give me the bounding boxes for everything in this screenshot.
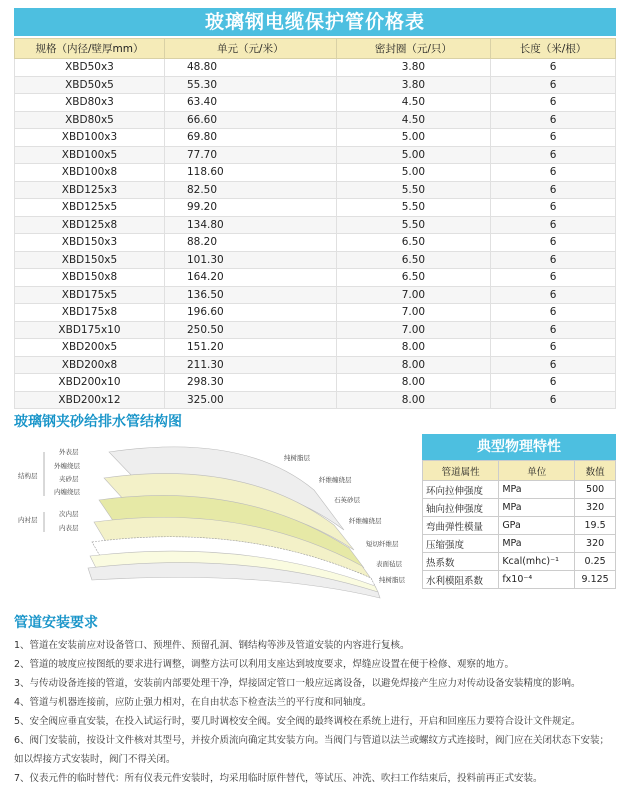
header-length: 长度（米/根） [491, 39, 616, 59]
list-item: 1、管道在安装前应对设备管口、预埋件、预留孔洞、钢结构等涉及管道安装的内容进行复核。 [14, 640, 410, 651]
page-title: 玻璃钢电缆保护管价格表 [14, 8, 616, 36]
table-row [15, 286, 616, 304]
cell-seal-price: 6.50 [336, 269, 490, 287]
prop-value: 500 [575, 481, 616, 499]
table-row [15, 76, 616, 94]
prop-header-unit: 单位 [499, 461, 575, 481]
label-inner-winding: 内缠绕层 [54, 488, 80, 496]
label-r-mat: 表面毡层 [376, 560, 402, 568]
structure-title: 玻璃钢夹砂给排水管结构图 [14, 414, 182, 430]
table-row [423, 481, 616, 499]
cell-length: 6 [491, 216, 616, 234]
cell-spec: XBD175x8 [15, 304, 165, 322]
cell-spec: XBD150x3 [15, 234, 165, 252]
prop-attr: 压缩强度 [423, 535, 499, 553]
cell-unit-price: 66.60 [164, 111, 336, 129]
list-item: 6、阀门安装前，按设计文件核对其型号，并按介质流向确定其安装方向。当阀门与管道以法兰或螺纹方式连接时，阀门应在关闭状态下安装；如以焊接方式安装时，阀门不得关闭。 [14, 735, 610, 765]
cell-spec: XBD175x5 [15, 286, 165, 304]
cell-seal-price: 8.00 [336, 391, 490, 409]
cell-length: 6 [491, 181, 616, 199]
table-row [15, 94, 616, 112]
cell-seal-price: 5.50 [336, 199, 490, 217]
table-row [15, 356, 616, 374]
table-row [15, 374, 616, 392]
table-row [15, 391, 616, 409]
prop-unit: MPa [499, 535, 575, 553]
cell-unit-price: 101.30 [164, 251, 336, 269]
label-r-pure-resin-1: 纯树脂层 [284, 454, 310, 462]
table-row [15, 181, 616, 199]
cell-length: 6 [491, 94, 616, 112]
label-r-pure-resin-2: 纯树脂层 [379, 576, 405, 584]
table-row [423, 517, 616, 535]
prop-value: 0.25 [575, 553, 616, 571]
table-row [15, 129, 616, 147]
cell-spec: XBD125x5 [15, 199, 165, 217]
prop-attr: 轴向拉伸强度 [423, 499, 499, 517]
cell-unit-price: 99.20 [164, 199, 336, 217]
prop-value: 320 [575, 499, 616, 517]
prop-attr: 弯曲弹性模量 [423, 517, 499, 535]
cell-seal-price: 8.00 [336, 356, 490, 374]
cell-spec: XBD125x8 [15, 216, 165, 234]
cell-unit-price: 298.30 [164, 374, 336, 392]
cell-length: 6 [491, 286, 616, 304]
label-outer-winding: 外缠绕层 [54, 462, 80, 470]
cell-spec: XBD175x10 [15, 321, 165, 339]
cell-seal-price: 3.80 [336, 59, 490, 77]
cell-unit-price: 82.50 [164, 181, 336, 199]
label-r-chopped: 短切纤维层 [366, 540, 399, 548]
price-table [14, 38, 616, 409]
cell-length: 6 [491, 356, 616, 374]
table-row [15, 216, 616, 234]
table-row [15, 164, 616, 182]
cell-unit-price: 164.20 [164, 269, 336, 287]
cell-seal-price: 5.50 [336, 216, 490, 234]
cell-length: 6 [491, 199, 616, 217]
cell-unit-price: 151.20 [164, 339, 336, 357]
list-item: 7、仪表元件的临时替代：所有仪表元件安装时，均采用临时原件替代，等试压、冲洗、吹扫工作结束后，投料前再正式安装。 [14, 773, 543, 784]
install-list [14, 636, 614, 788]
prop-unit: MPa [499, 481, 575, 499]
header-seal-price: 密封圈（元/只） [336, 39, 490, 59]
table-row [15, 199, 616, 217]
table-row [15, 234, 616, 252]
table-row [15, 269, 616, 287]
cell-spec: XBD200x10 [15, 374, 165, 392]
label-r-fiber-2: 纤维缠绕层 [349, 517, 382, 525]
properties-title: 典型物理特性 [422, 434, 616, 460]
list-item: 5、安全阀应垂直安装，在投入试运行时，要几时调校安全阀。安全阀的最终调校在系统上进行，开启和回座压力要符合设计文件规定。 [14, 716, 581, 727]
cell-spec: XBD100x3 [15, 129, 165, 147]
cell-length: 6 [491, 129, 616, 147]
properties-panel [422, 434, 616, 589]
cell-spec: XBD50x3 [15, 59, 165, 77]
cell-unit-price: 88.20 [164, 234, 336, 252]
cell-unit-price: 69.80 [164, 129, 336, 147]
cell-unit-price: 136.50 [164, 286, 336, 304]
prop-unit: GPa [499, 517, 575, 535]
label-structural-group: 结构层 [18, 472, 38, 480]
table-row [15, 251, 616, 269]
cell-spec: XBD200x12 [15, 391, 165, 409]
cell-seal-price: 7.00 [336, 286, 490, 304]
cell-spec: XBD150x8 [15, 269, 165, 287]
pipe-structure-diagram [14, 430, 414, 600]
label-r-fiber-1: 纤维缠绕层 [319, 476, 352, 484]
list-item: 4、管道与机器连接前，应防止强力相对，在自由状态下检查法兰的平行度和同轴度。 [14, 697, 372, 708]
cell-seal-price: 5.00 [336, 129, 490, 147]
cell-seal-price: 7.00 [336, 304, 490, 322]
list-item: 3、与传动设备连接的管道，安装前内部要处理干净，焊接固定管口一般应远离设备，以避免焊接产生应力对传动设备安装精度的影响。 [14, 678, 581, 689]
cell-seal-price: 6.50 [336, 251, 490, 269]
cell-length: 6 [491, 164, 616, 182]
prop-attr: 热系数 [423, 553, 499, 571]
cell-length: 6 [491, 59, 616, 77]
cell-length: 6 [491, 234, 616, 252]
table-row [15, 321, 616, 339]
prop-header-value: 数值 [575, 461, 616, 481]
cell-length: 6 [491, 251, 616, 269]
list-item: 2、管道的坡度应按图纸的要求进行调整，调整方法可以利用支座达到坡度要求，焊缝应设置在便于检修、观察的地方。 [14, 659, 515, 670]
prop-unit: Kcal(mhc)⁻¹ [499, 553, 575, 571]
prop-header-attr: 管道属性 [423, 461, 499, 481]
cell-unit-price: 211.30 [164, 356, 336, 374]
cell-length: 6 [491, 391, 616, 409]
cell-unit-price: 77.70 [164, 146, 336, 164]
cell-length: 6 [491, 374, 616, 392]
table-row [15, 339, 616, 357]
table-row [423, 553, 616, 571]
cell-length: 6 [491, 304, 616, 322]
properties-table [422, 460, 616, 589]
cell-spec: XBD125x3 [15, 181, 165, 199]
table-row [15, 304, 616, 322]
table-row [423, 571, 616, 589]
cell-seal-price: 7.00 [336, 321, 490, 339]
cell-unit-price: 118.60 [164, 164, 336, 182]
table-row [15, 146, 616, 164]
cell-spec: XBD200x8 [15, 356, 165, 374]
cell-unit-price: 134.80 [164, 216, 336, 234]
header-unit-price: 单元（元/米） [164, 39, 336, 59]
label-r-quartz: 石英砂层 [334, 496, 360, 504]
prop-attr: 水利模阻系数 [423, 571, 499, 589]
prop-value: 19.5 [575, 517, 616, 535]
cell-seal-price: 5.50 [336, 181, 490, 199]
label-liner-group: 内衬层 [18, 516, 38, 524]
install-title: 管道安装要求 [14, 615, 98, 631]
table-row [423, 535, 616, 553]
cell-unit-price: 63.40 [164, 94, 336, 112]
cell-spec: XBD100x8 [15, 164, 165, 182]
cell-seal-price: 4.50 [336, 94, 490, 112]
label-outer-surface: 外表层 [59, 448, 79, 456]
cell-spec: XBD80x3 [15, 94, 165, 112]
price-table-header [15, 39, 616, 59]
cell-unit-price: 55.30 [164, 76, 336, 94]
cell-length: 6 [491, 111, 616, 129]
cell-spec: XBD80x5 [15, 111, 165, 129]
cell-unit-price: 48.80 [164, 59, 336, 77]
label-inner-surface: 内表层 [59, 524, 79, 532]
cell-unit-price: 325.00 [164, 391, 336, 409]
header-spec: 规格（内径/壁厚mm） [15, 39, 165, 59]
label-sand: 夹砂层 [59, 475, 79, 483]
cell-length: 6 [491, 146, 616, 164]
cell-spec: XBD200x5 [15, 339, 165, 357]
cell-spec: XBD50x5 [15, 76, 165, 94]
cell-seal-price: 4.50 [336, 111, 490, 129]
cell-spec: XBD100x5 [15, 146, 165, 164]
table-row [15, 59, 616, 77]
cell-unit-price: 196.60 [164, 304, 336, 322]
prop-unit: fx10⁻⁴ [499, 571, 575, 589]
cell-seal-price: 5.00 [336, 164, 490, 182]
prop-attr: 环向拉伸强度 [423, 481, 499, 499]
cell-seal-price: 8.00 [336, 339, 490, 357]
cell-seal-price: 8.00 [336, 374, 490, 392]
table-row [423, 499, 616, 517]
cell-length: 6 [491, 321, 616, 339]
cell-seal-price: 3.80 [336, 76, 490, 94]
prop-value: 320 [575, 535, 616, 553]
cell-unit-price: 250.50 [164, 321, 336, 339]
label-sub-inner: 次内层 [59, 510, 79, 518]
prop-value: 9.125 [575, 571, 616, 589]
cell-length: 6 [491, 339, 616, 357]
cell-seal-price: 6.50 [336, 234, 490, 252]
cell-length: 6 [491, 269, 616, 287]
cell-length: 6 [491, 76, 616, 94]
table-row [15, 111, 616, 129]
prop-unit: MPa [499, 499, 575, 517]
cell-spec: XBD150x5 [15, 251, 165, 269]
cell-seal-price: 5.00 [336, 146, 490, 164]
